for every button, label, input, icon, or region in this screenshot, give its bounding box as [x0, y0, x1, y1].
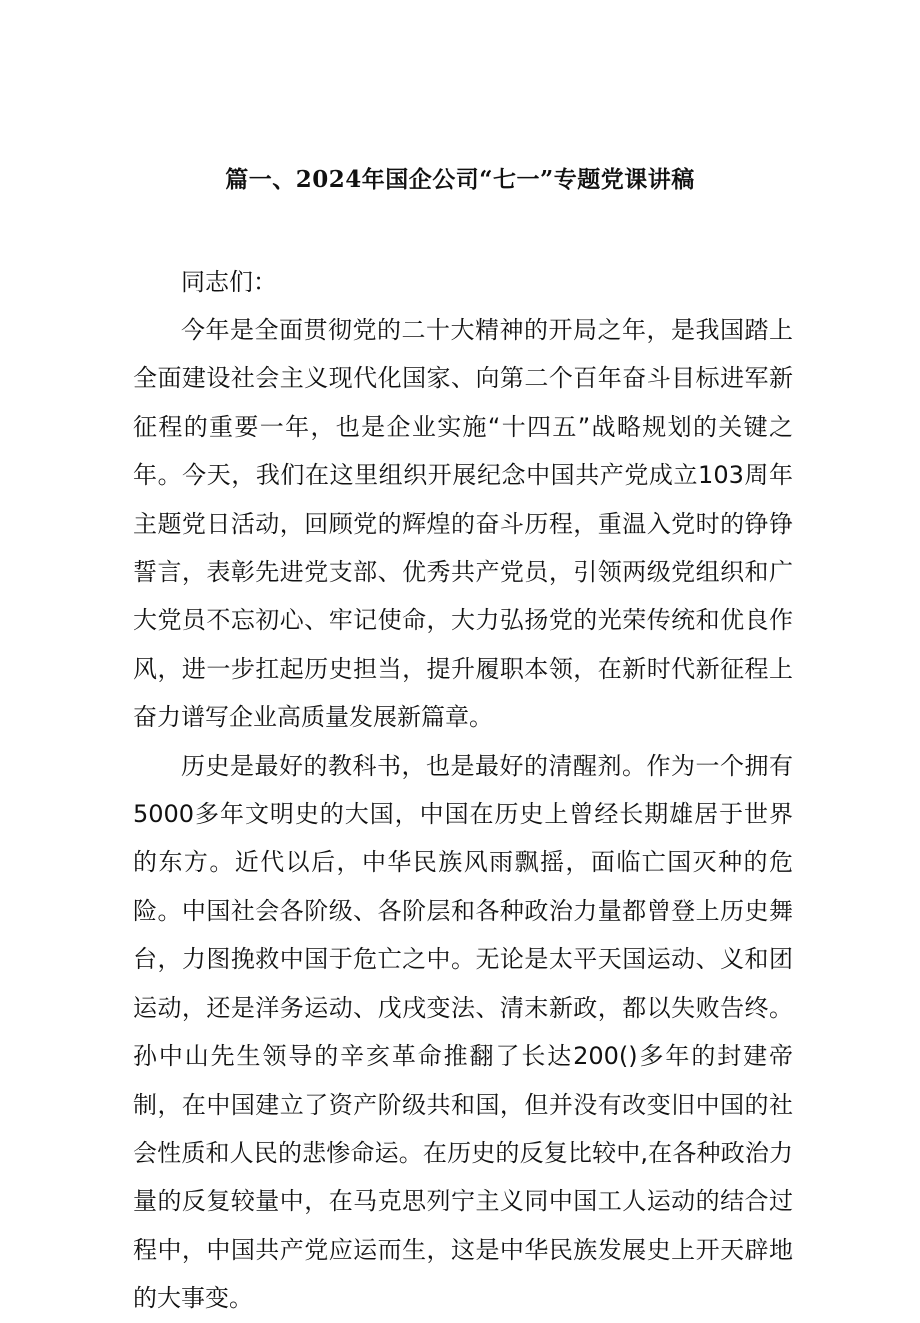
- document-title: 篇一、2024年国企公司“七一”专题党课讲稿: [225, 166, 695, 193]
- paragraph-opening: 今年是全面贯彻党的二十大精神的开局之年，是我国踏上全面建设社会主义现代化国家、向第二个百年奋斗目标进军新征程的重要一年，也是企业实施“十四五”战略规划的关键之年。今天，我们在这里组织开展纪念中国共产党成立103周年主题党日活动，回顾党的辉煌的奋斗历程，重温入党时的铮铮誓言，表彰先进党支部、优秀共产党员，引领两级党组织和广大党员不忘初心、牢记使命，大力弘扬党的光荣传统和优良作风，进一步扛起历史担当，提升履职本领，在新时代新征程上奋力谱写企业高质量发展新篇章。: [133, 316, 793, 732]
- salutation: 同志们：: [181, 268, 277, 296]
- document-body: [133, 258, 793, 1323]
- paragraph-history: 历史是最好的教科书，也是最好的清醒剂。作为一个拥有5000多年文明史的大国，中国在历史上曾经长期雄居于世界的东方。近代以后，中华民族风雨飘摇，面临亡国灭种的危险。中国社会各阶级、各阶层和各种政治力量都曾登上历史舞台，力图挽救中国于危亡之中。无论是太平天国运动、义和团运动，还是洋务运动、戊戌变法、清末新政，都以失败告终。孙中山先生领导的辛亥革命推翻了长达200()多年的封建帝制，在中国建立了资产阶级共和国，但并没有改变旧中国的社会性质和人民的悲惨命运。在历史的反复比较中,在各种政治力量的反复较量中，在马克思列宁主义同中国工人运动的结合过程中，中国共产党应运而生，这是中华民族发展史上开天辟地的大事变。: [133, 751, 793, 1313]
